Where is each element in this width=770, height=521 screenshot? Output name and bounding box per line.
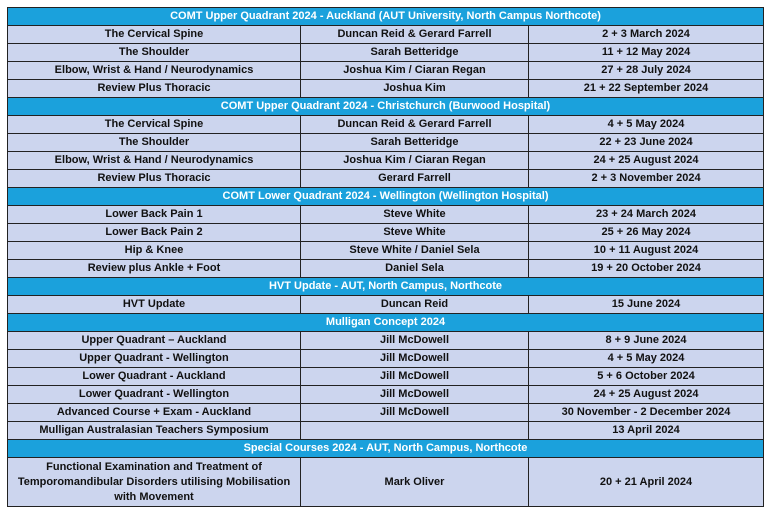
- presenter-cell: Steve White: [301, 206, 529, 224]
- course-row: [8, 170, 764, 188]
- section-header-row: [8, 98, 764, 116]
- course-name-cell: Lower Back Pain 1: [8, 206, 301, 224]
- course-name-cell: Elbow, Wrist & Hand / Neurodynamics: [8, 62, 301, 80]
- course-name-cell: The Shoulder: [8, 44, 301, 62]
- schedule-body: [8, 8, 764, 507]
- course-row: [8, 152, 764, 170]
- section-header-row: [8, 278, 764, 296]
- presenter-cell: Jill McDowell: [301, 350, 529, 368]
- dates-cell: 4 + 5 May 2024: [529, 350, 764, 368]
- presenter-cell: Joshua Kim / Ciaran Regan: [301, 62, 529, 80]
- course-row: [8, 350, 764, 368]
- presenter-cell: Mark Oliver: [301, 458, 529, 507]
- course-name-cell: Upper Quadrant – Auckland: [8, 332, 301, 350]
- presenter-cell: Jill McDowell: [301, 368, 529, 386]
- section-header-row: [8, 8, 764, 26]
- presenter-cell: Sarah Betteridge: [301, 134, 529, 152]
- course-row: [8, 26, 764, 44]
- course-name-cell: Functional Examination and Treatment of Temporomandibular Disorders utilising Mobilisation with Movement: [8, 458, 301, 507]
- course-row: [8, 134, 764, 152]
- section-title: COMT Lower Quadrant 2024 - Wellington (Wellington Hospital): [8, 188, 764, 206]
- section-title: Mulligan Concept 2024: [8, 314, 764, 332]
- course-name-cell: Review Plus Thoracic: [8, 80, 301, 98]
- course-name-cell: Elbow, Wrist & Hand / Neurodynamics: [8, 152, 301, 170]
- dates-cell: 23 + 24 March 2024: [529, 206, 764, 224]
- course-name-cell: Mulligan Australasian Teachers Symposium: [8, 422, 301, 440]
- course-name-cell: Lower Quadrant - Auckland: [8, 368, 301, 386]
- course-name-cell: Review plus Ankle + Foot: [8, 260, 301, 278]
- dates-cell: 5 + 6 October 2024: [529, 368, 764, 386]
- section-title: Special Courses 2024 - AUT, North Campus, Northcote: [8, 440, 764, 458]
- course-row: [8, 260, 764, 278]
- dates-cell: 20 + 21 April 2024: [529, 458, 764, 507]
- dates-cell: 30 November - 2 December 2024: [529, 404, 764, 422]
- dates-cell: 13 April 2024: [529, 422, 764, 440]
- course-name-cell: Lower Back Pain 2: [8, 224, 301, 242]
- presenter-cell: Steve White: [301, 224, 529, 242]
- course-name-cell: Lower Quadrant - Wellington: [8, 386, 301, 404]
- presenter-cell: Duncan Reid & Gerard Farrell: [301, 116, 529, 134]
- presenter-cell: Joshua Kim: [301, 80, 529, 98]
- section-title: HVT Update - AUT, North Campus, Northcote: [8, 278, 764, 296]
- course-name-cell: Hip & Knee: [8, 242, 301, 260]
- dates-cell: 4 + 5 May 2024: [529, 116, 764, 134]
- dates-cell: 21 + 22 September 2024: [529, 80, 764, 98]
- dates-cell: 27 + 28 July 2024: [529, 62, 764, 80]
- course-name-cell: The Cervical Spine: [8, 26, 301, 44]
- presenter-cell: Daniel Sela: [301, 260, 529, 278]
- dates-cell: 8 + 9 June 2024: [529, 332, 764, 350]
- presenter-cell: Jill McDowell: [301, 386, 529, 404]
- dates-cell: 10 + 11 August 2024: [529, 242, 764, 260]
- course-name-cell: Advanced Course + Exam - Auckland: [8, 404, 301, 422]
- course-row: [8, 242, 764, 260]
- course-name-cell: The Shoulder: [8, 134, 301, 152]
- course-row: [8, 332, 764, 350]
- course-row: [8, 368, 764, 386]
- section-title: COMT Upper Quadrant 2024 - Auckland (AUT University, North Campus Northcote): [8, 8, 764, 26]
- course-name-cell: Review Plus Thoracic: [8, 170, 301, 188]
- dates-cell: 24 + 25 August 2024: [529, 386, 764, 404]
- course-row: [8, 116, 764, 134]
- dates-cell: 24 + 25 August 2024: [529, 152, 764, 170]
- dates-cell: 22 + 23 June 2024: [529, 134, 764, 152]
- course-row: [8, 422, 764, 440]
- section-header-row: [8, 188, 764, 206]
- section-header-row: [8, 314, 764, 332]
- presenter-cell: Duncan Reid & Gerard Farrell: [301, 26, 529, 44]
- dates-cell: 11 + 12 May 2024: [529, 44, 764, 62]
- presenter-cell: Duncan Reid: [301, 296, 529, 314]
- dates-cell: 25 + 26 May 2024: [529, 224, 764, 242]
- presenter-cell: Joshua Kim / Ciaran Regan: [301, 152, 529, 170]
- presenter-cell: Jill McDowell: [301, 332, 529, 350]
- course-row: [8, 296, 764, 314]
- dates-cell: 2 + 3 March 2024: [529, 26, 764, 44]
- section-title: COMT Upper Quadrant 2024 - Christchurch (Burwood Hospital): [8, 98, 764, 116]
- course-row: [8, 386, 764, 404]
- course-row: [8, 44, 764, 62]
- course-row: [8, 62, 764, 80]
- presenter-cell: Steve White / Daniel Sela: [301, 242, 529, 260]
- course-schedule-table: [7, 7, 764, 507]
- course-name-cell: HVT Update: [8, 296, 301, 314]
- course-row: [8, 404, 764, 422]
- course-row: [8, 206, 764, 224]
- dates-cell: 19 + 20 October 2024: [529, 260, 764, 278]
- course-row: [8, 80, 764, 98]
- course-row: [8, 458, 764, 507]
- presenter-cell: Gerard Farrell: [301, 170, 529, 188]
- course-name-cell: Upper Quadrant - Wellington: [8, 350, 301, 368]
- presenter-cell: Sarah Betteridge: [301, 44, 529, 62]
- dates-cell: 2 + 3 November 2024: [529, 170, 764, 188]
- course-name-cell: The Cervical Spine: [8, 116, 301, 134]
- presenter-cell: Jill McDowell: [301, 404, 529, 422]
- presenter-cell: [301, 422, 529, 440]
- section-header-row: [8, 440, 764, 458]
- course-row: [8, 224, 764, 242]
- dates-cell: 15 June 2024: [529, 296, 764, 314]
